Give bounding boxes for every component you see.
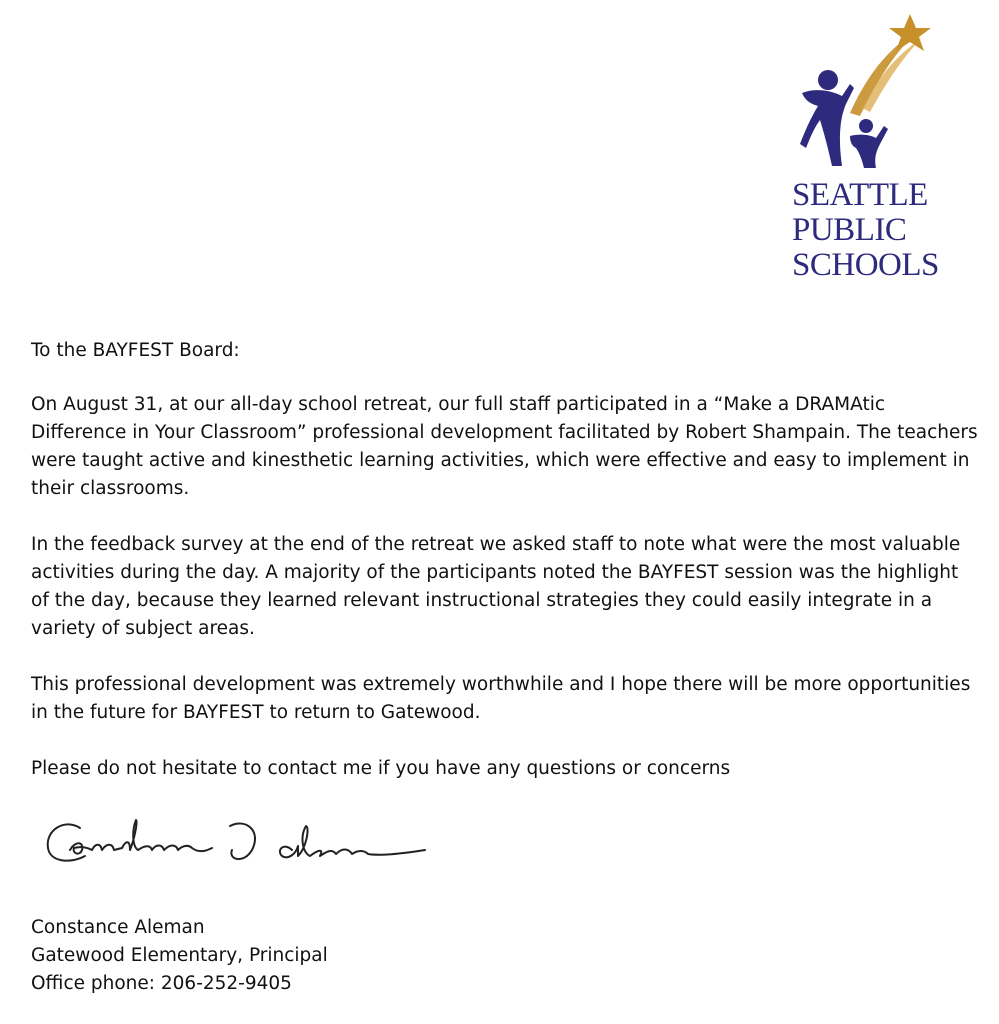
greeting: To the BAYFEST Board: [31,340,240,361]
seattle-public-schools-logo [780,8,950,298]
paragraph-worthwhile: This professional development was extremely worthwhile and I hope there will be more opportunities in the future for BAYFEST to return to Gatewood. [31,674,971,723]
paragraph-retreat: On August 31, at our all-day school retreat, our full staff participated in a “Make a DRAMAtic Difference in Your Classroom” professional development facilitated by Robert Shampain. The teachers were taught active and kinesthetic learning activities, which were effective and easy to implement in their classrooms. [31,394,978,499]
logo-line-3: SCHOOLS [792,247,939,283]
handwritten-signature [40,810,440,880]
letter-body [31,337,981,811]
signoff-block [31,914,328,998]
logo-line-2: PUBLIC [792,212,907,248]
logo-line-1: SEATTLE [792,177,928,213]
signer-name: Constance Aleman [31,917,205,938]
logo-figures-icon [780,8,950,178]
paragraph-feedback: In the feedback survey at the end of the retreat we asked staff to note what were the most valuable activities during the day. A majority of the participants noted the BAYFEST session was the highlight of the day, because they learned relevant instructional strategies they could easily integrate in a variety of subject areas. [31,534,961,639]
logo-wordmark [792,178,939,283]
paragraph-contact: Please do not hesitate to contact me if you have any questions or concerns [31,758,731,779]
signer-phone: Office phone: 206-252-9405 [31,973,292,994]
signer-title: Gatewood Elementary, Principal [31,945,328,966]
